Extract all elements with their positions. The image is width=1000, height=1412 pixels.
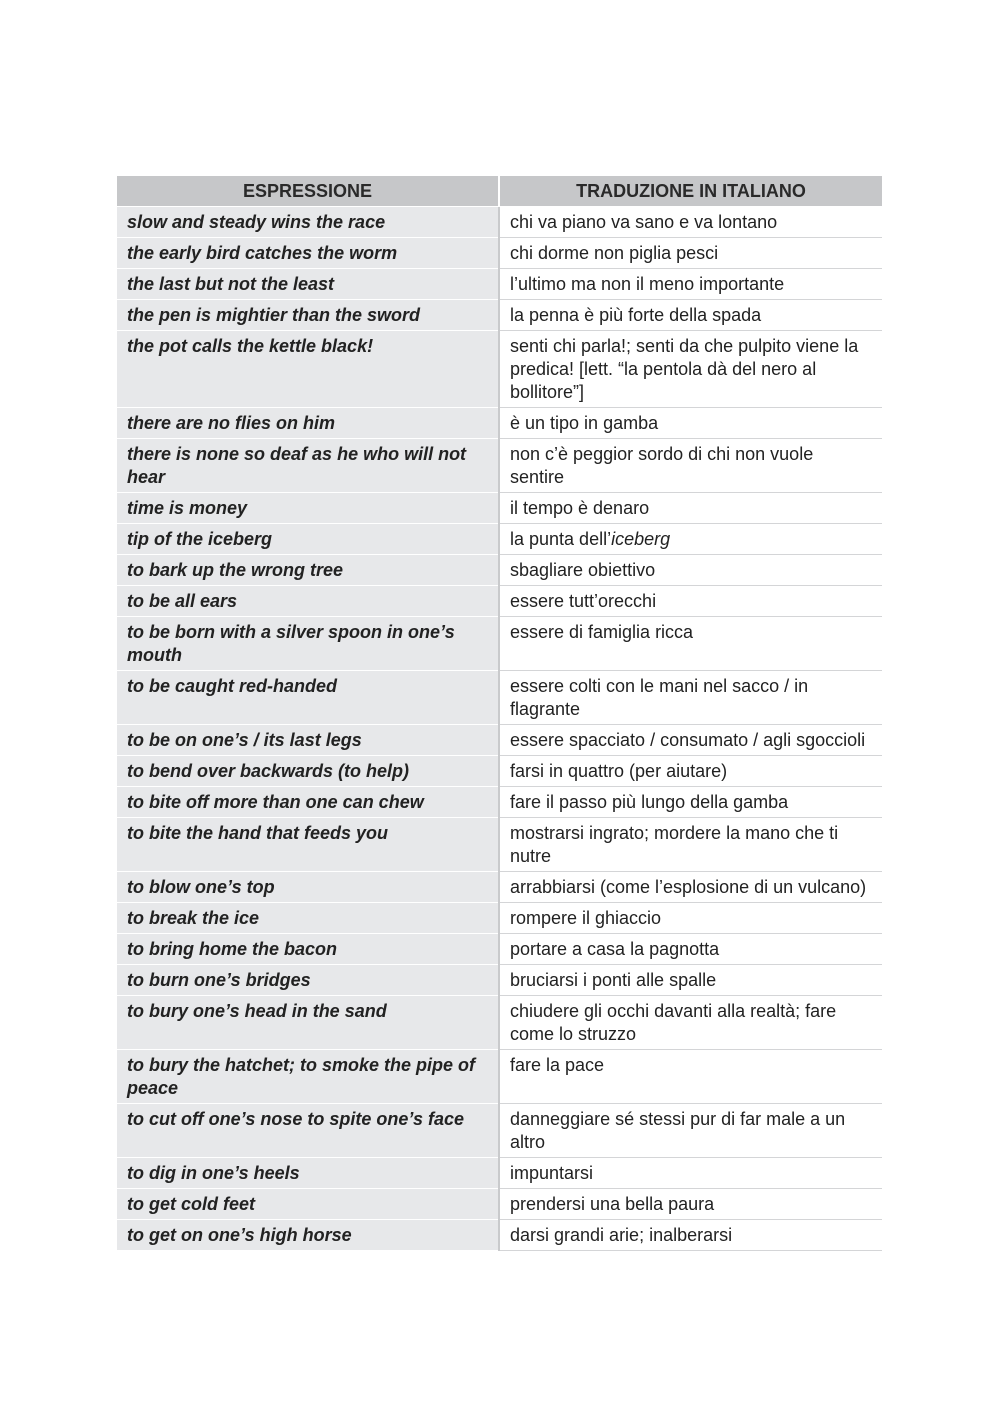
header-row (117, 176, 882, 207)
table-row (117, 408, 882, 439)
translation-cell: rompere il ghiaccio (499, 903, 882, 934)
translation-cell: mostrarsi ingrato; mordere la mano che ti nutre (499, 818, 882, 872)
table-row (117, 331, 882, 408)
table-row (117, 903, 882, 934)
table-body (117, 207, 882, 1251)
expression-cell: to bark up the wrong tree (117, 555, 499, 586)
column-header-expression: ESPRESSIONE (117, 176, 499, 207)
expression-cell: time is money (117, 493, 499, 524)
translation-cell: bruciarsi i ponti alle spalle (499, 965, 882, 996)
table-row (117, 671, 882, 725)
table-row (117, 1050, 882, 1104)
translation-cell: l’ultimo ma non il meno importante (499, 269, 882, 300)
table-row (117, 555, 882, 586)
table-row (117, 1158, 882, 1189)
table-row (117, 756, 882, 787)
expression-cell: to be all ears (117, 586, 499, 617)
expression-cell: to be on one’s / its last legs (117, 725, 499, 756)
table-row (117, 617, 882, 671)
translation-cell: chiudere gli occhi davanti alla realtà; fare come lo struzzo (499, 996, 882, 1050)
table-row (117, 725, 882, 756)
expression-cell: to get on one’s high horse (117, 1220, 499, 1251)
table-row (117, 269, 882, 300)
translation-cell: portare a casa la pagnotta (499, 934, 882, 965)
expression-cell: to be born with a silver spoon in one’s mouth (117, 617, 499, 671)
translation-cell: impuntarsi (499, 1158, 882, 1189)
expression-cell: to be caught red-handed (117, 671, 499, 725)
table-row (117, 300, 882, 331)
translation-cell: fare il passo più lungo della gamba (499, 787, 882, 818)
table-row (117, 586, 882, 617)
expression-cell: there are no flies on him (117, 408, 499, 439)
translation-cell: chi va piano va sano e va lontano (499, 207, 882, 238)
expression-cell: to bury one’s head in the sand (117, 996, 499, 1050)
translation-cell: fare la pace (499, 1050, 882, 1104)
translation-cell: il tempo è denaro (499, 493, 882, 524)
table-row (117, 1189, 882, 1220)
translation-cell: sbagliare obiettivo (499, 555, 882, 586)
table-row (117, 524, 882, 555)
table-row (117, 207, 882, 238)
expression-cell: the last but not the least (117, 269, 499, 300)
table-row (117, 872, 882, 903)
table-row (117, 439, 882, 493)
translation-cell: essere colti con le mani nel sacco / in flagrante (499, 671, 882, 725)
expression-cell: the pen is mightier than the sword (117, 300, 499, 331)
translation-cell: essere di famiglia ricca (499, 617, 882, 671)
table-row (117, 787, 882, 818)
translation-cell: arrabbiarsi (come l’esplosione di un vulcano) (499, 872, 882, 903)
table-row (117, 1220, 882, 1251)
table-row (117, 1104, 882, 1158)
translation-cell: la penna è più forte della spada (499, 300, 882, 331)
expression-cell: to bury the hatchet; to smoke the pipe of peace (117, 1050, 499, 1104)
translation-cell: darsi grandi arie; inalberarsi (499, 1220, 882, 1251)
expression-cell: to cut off one’s nose to spite one’s face (117, 1104, 499, 1158)
table-row (117, 934, 882, 965)
table-row (117, 965, 882, 996)
table-row (117, 493, 882, 524)
expression-cell: to dig in one’s heels (117, 1158, 499, 1189)
table-row (117, 238, 882, 269)
table-row (117, 818, 882, 872)
column-header-translation: TRADUZIONE IN ITALIANO (499, 176, 882, 207)
expression-cell: to blow one’s top (117, 872, 499, 903)
expression-cell: to bend over backwards (to help) (117, 756, 499, 787)
idioms-table (117, 176, 882, 1251)
expression-cell: to break the ice (117, 903, 499, 934)
translation-cell: danneggiare sé stessi pur di far male a un altro (499, 1104, 882, 1158)
expression-cell: there is none so deaf as he who will not hear (117, 439, 499, 493)
expression-cell: to burn one’s bridges (117, 965, 499, 996)
table-row (117, 996, 882, 1050)
translation-cell: farsi in quattro (per aiutare) (499, 756, 882, 787)
translation-cell: chi dorme non piglia pesci (499, 238, 882, 269)
translation-cell: essere tutt’orecchi (499, 586, 882, 617)
expression-cell: the pot calls the kettle black! (117, 331, 499, 408)
table-header (117, 176, 882, 207)
expression-cell: tip of the iceberg (117, 524, 499, 555)
translation-cell: essere spacciato / consumato / agli sgoccioli (499, 725, 882, 756)
expression-cell: to bring home the bacon (117, 934, 499, 965)
expression-cell: slow and steady wins the race (117, 207, 499, 238)
expression-cell: to bite the hand that feeds you (117, 818, 499, 872)
translation-cell: prendersi una bella paura (499, 1189, 882, 1220)
translation-cell: senti chi parla!; senti da che pulpito viene la predica! [lett. “la pentola dà del nero al bollitore”] (499, 331, 882, 408)
translation-text: la punta dell’ (510, 529, 612, 549)
translation-cell: non c’è peggior sordo di chi non vuole sentire (499, 439, 882, 493)
translation-italic-text: iceberg (611, 529, 671, 549)
translation-cell: è un tipo in gamba (499, 408, 882, 439)
translation-cell (499, 524, 882, 555)
expression-cell: to bite off more than one can chew (117, 787, 499, 818)
expression-cell: the early bird catches the worm (117, 238, 499, 269)
expression-cell: to get cold feet (117, 1189, 499, 1220)
